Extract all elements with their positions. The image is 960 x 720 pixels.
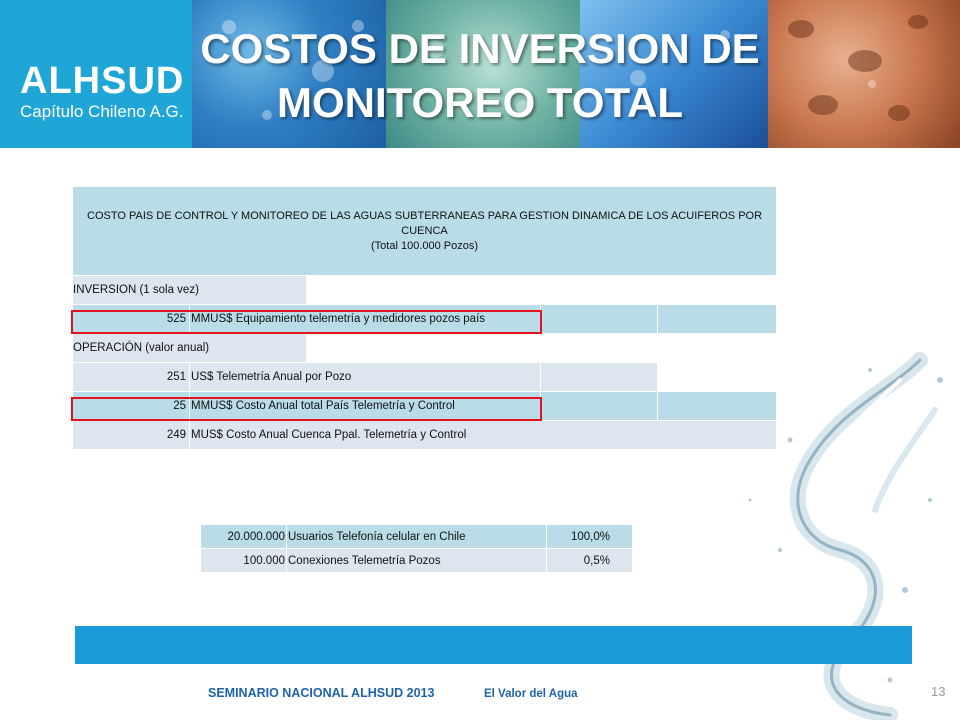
comparison-percent: 0,5%: [547, 549, 633, 573]
title-line-1: COSTOS DE INVERSION DE: [200, 25, 760, 72]
row-value: 249: [73, 421, 190, 450]
row-value: 25: [73, 392, 190, 421]
page-number: 13: [931, 684, 946, 699]
footer-tagline: El Valor del Agua: [484, 688, 578, 700]
table-row: [201, 525, 633, 549]
logo: [0, 0, 192, 148]
copper-drops-tile: [768, 0, 960, 148]
section-label-operation: OPERACIÓN (valor anual): [73, 334, 307, 363]
header-banner: [0, 0, 960, 148]
table-header-title: COSTO PAIS DE CONTROL Y MONITOREO DE LAS AGUAS SUBTERRANEAS PARA GESTION DINAMICA DE LOS ACUIFEROS POR CUENCA: [87, 209, 763, 237]
table-row: [201, 549, 633, 573]
logo-name: ALHSUD: [20, 60, 185, 102]
table-row: [73, 363, 777, 392]
comparison-label: Conexiones Telemetría Pozos: [287, 549, 547, 573]
table-header-row: [73, 187, 777, 276]
table-header: [73, 187, 777, 276]
footer-seminar: SEMINARIO NACIONAL ALHSUD 2013: [208, 686, 435, 700]
table-header-total: (Total 100.000 Pozos): [371, 239, 479, 252]
comparison-table: [200, 524, 633, 573]
row-value: 525: [73, 305, 190, 334]
section-row-operation: [73, 334, 777, 363]
table-row: [73, 421, 777, 450]
row-label: MMUS$ Costo Anual total País Telemetría y Control: [190, 392, 541, 421]
footer-blue-bar: [75, 626, 912, 664]
comparison-percent: 100,0%: [547, 525, 633, 549]
row-label: MUS$ Costo Anual Cuenca Ppal. Telemetría y Control: [190, 421, 777, 450]
logo-subtitle: Capítulo Chileno A.G.: [20, 102, 184, 121]
title-line-2: MONITOREO TOTAL: [277, 79, 683, 126]
comparison-value: 100.000: [201, 549, 287, 573]
row-label: US$ Telemetría Anual por Pozo: [190, 363, 541, 392]
comparison-label: Usuarios Telefonía celular en Chile: [287, 525, 547, 549]
water-splash-image: [690, 350, 960, 720]
section-row-investment: [73, 276, 777, 305]
highlight-box-equipment: [71, 310, 542, 334]
comparison-value: 20.000.000: [201, 525, 287, 549]
row-value: 251: [73, 363, 190, 392]
section-label-investment: INVERSION (1 sola vez): [73, 276, 307, 305]
row-label: MMUS$ Equipamiento telemetría y medidores pozos país: [190, 305, 541, 334]
page-title: [192, 22, 768, 130]
highlight-box-annual-cost: [71, 397, 542, 421]
